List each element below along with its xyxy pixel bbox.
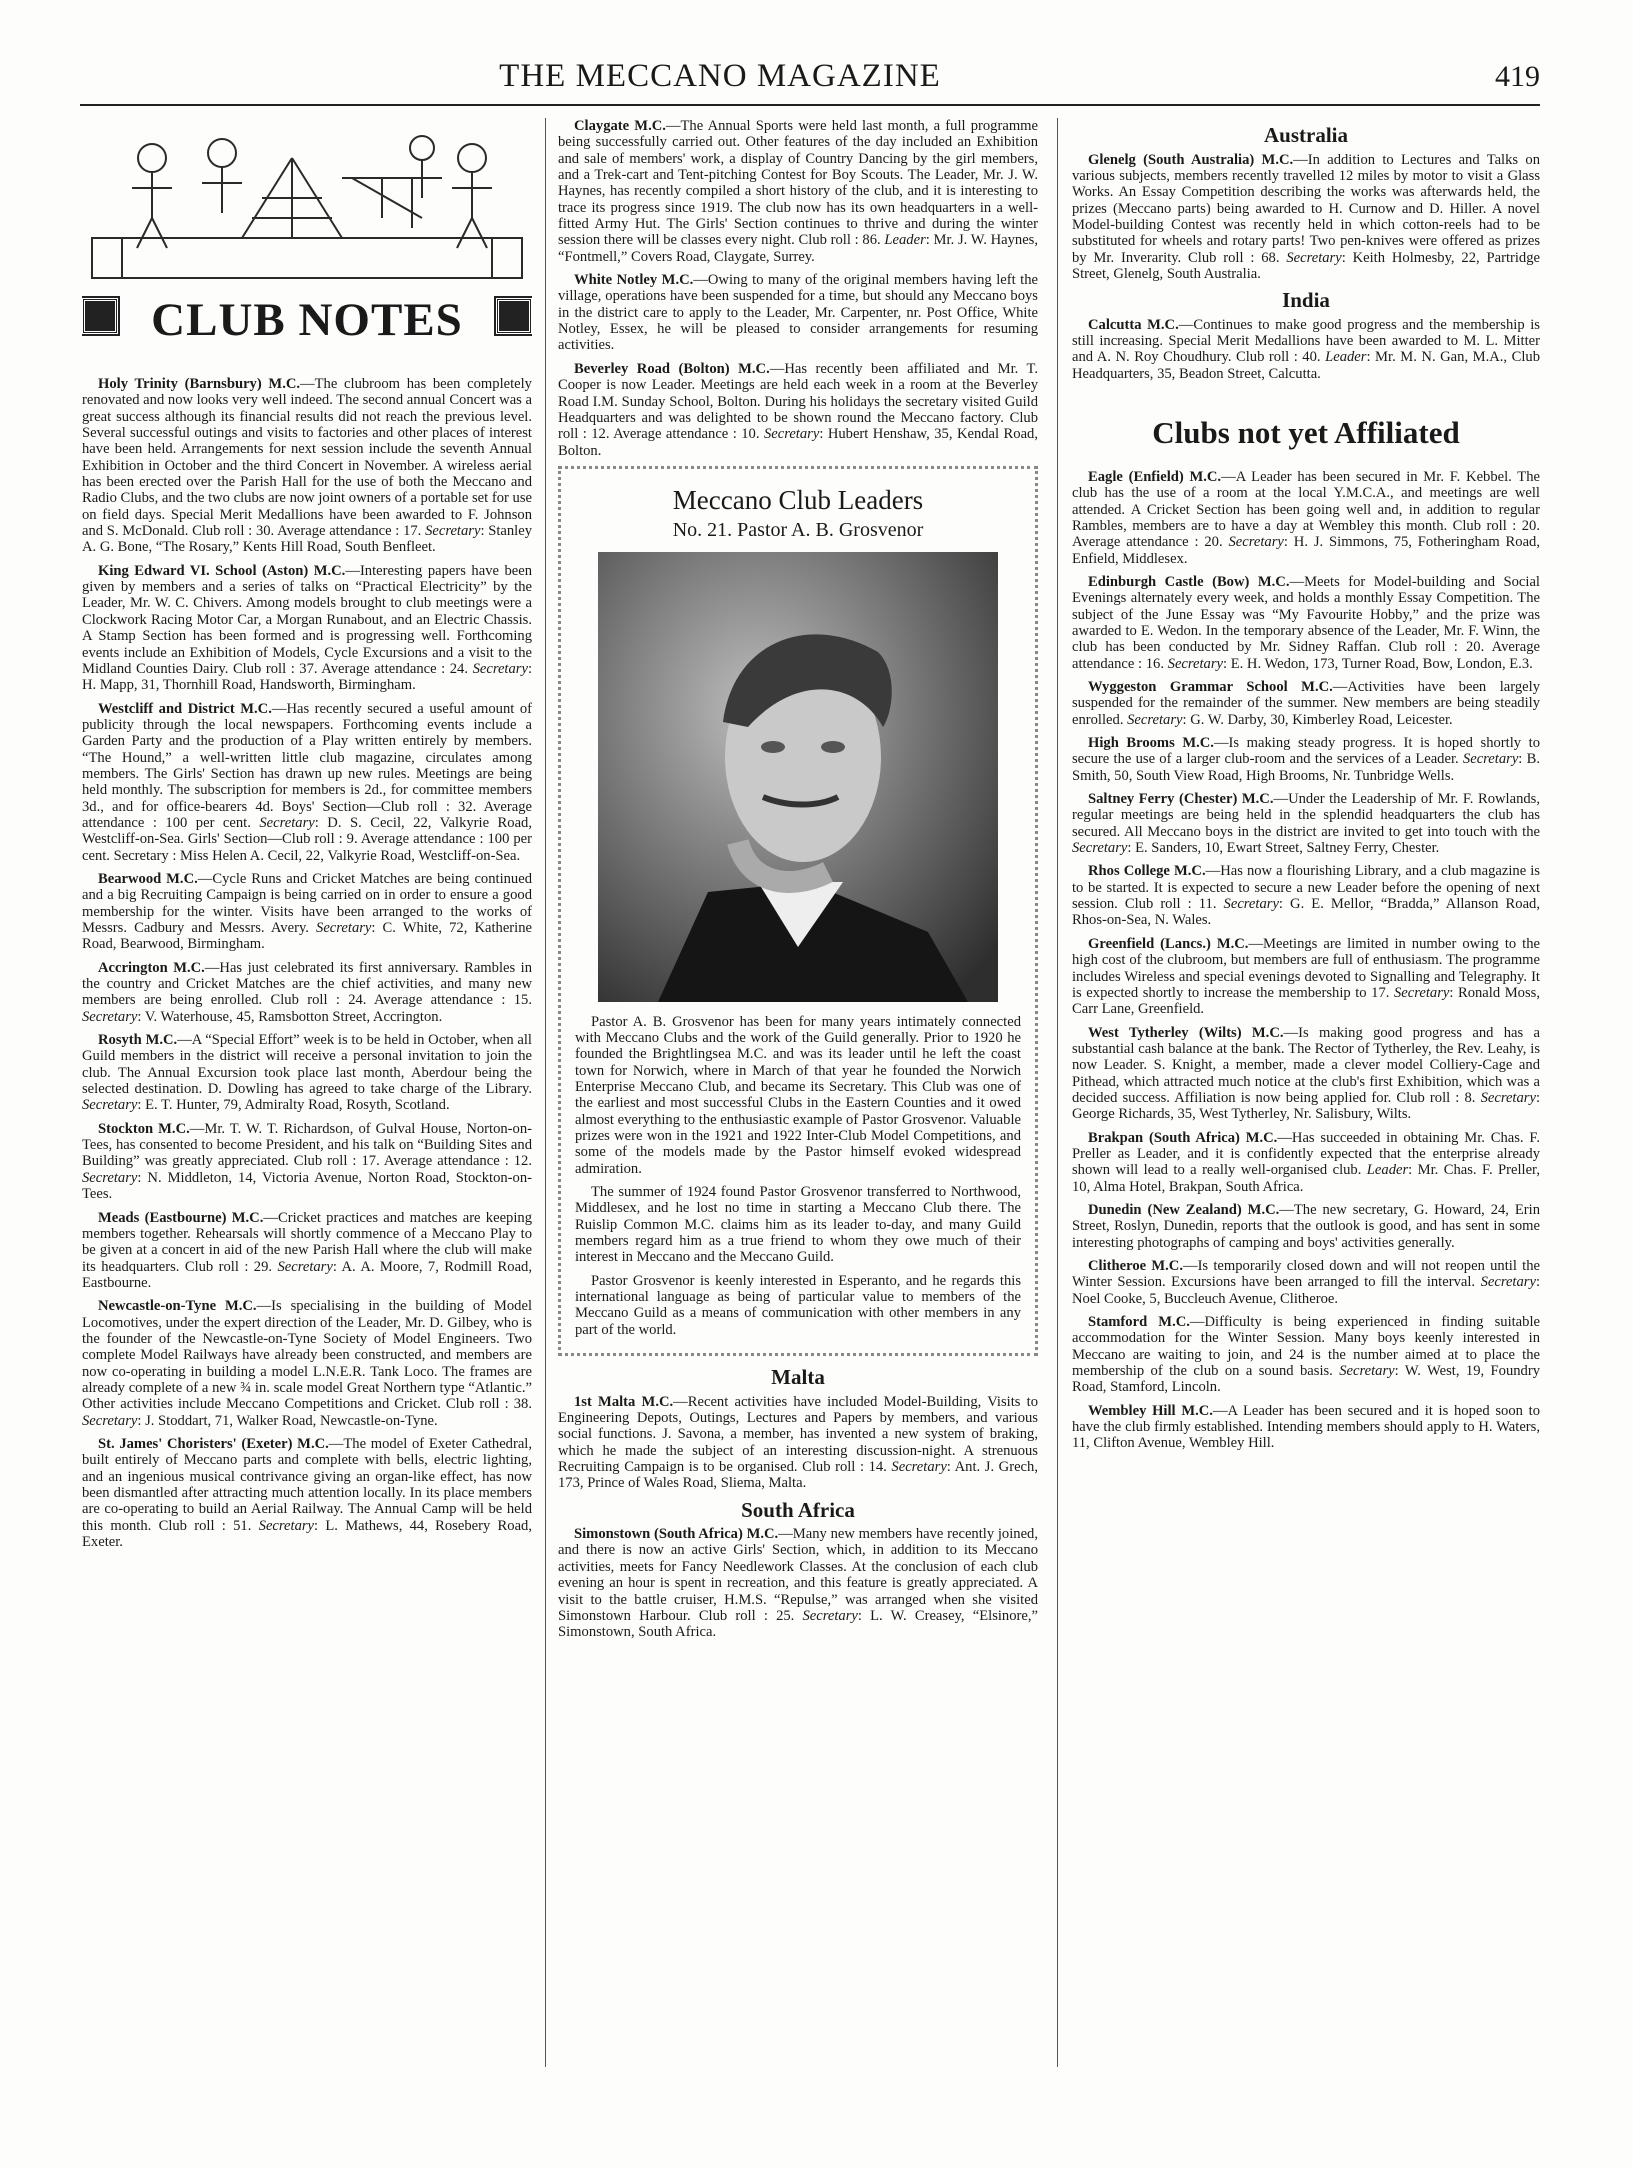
club-name: Bearwood M.C. bbox=[98, 870, 198, 887]
club-note-entry bbox=[1072, 1025, 1540, 1123]
club-note-text: —Is making good progress and has a substantial cash balance at the bank. The Rector of Tytherley, the Rev. Leahy, is now Leader. S. Knight, a member, made a clever model Colliery-Cage and Pithead, which attracted much notice at the club's first Exhibition, which was a decided success. Affiliation is now being applied for. Club roll : 8. bbox=[1072, 1024, 1540, 1106]
club-note-text: —In addition to Lectures and Talks on various subjects, members recently travelled 12 miles by motor to visit a Glass Works. An Essay Competition describing the works was afterwards held, the prizes (Meccano parts) being awarded to H. Curnow and D. Hiller. A novel Model-building Contest was recently held in which cotton-reels had to be substituted for wheels and rotary parts! Two pen-knives were offered as prizes by Mr. Inverarity. Club roll : 68. bbox=[1072, 151, 1540, 266]
club-note-text: —Cycle Runs and Cricket Matches are being continued and a big Recruiting Campaign is being carried on in order to ensure a good membership for the winter. Visits have been arranged to the works of Messrs. Cadbury and Messrs. Avery. bbox=[82, 870, 532, 936]
section-heading-south-africa: South Africa bbox=[741, 1497, 855, 1522]
contact-address: : Noel Cooke, 5, Buccleuch Avenue, Clitheroe. bbox=[1072, 1274, 1540, 1307]
contact-address: : E. Sanders, 10, Ewart Street, Saltney Ferry, Chester. bbox=[1127, 840, 1440, 857]
club-note-entry bbox=[1072, 735, 1540, 784]
contact-address: : L. W. Creasey, “Elsinore,” Simonstown, South Africa. bbox=[558, 1607, 1038, 1641]
club-note-entry bbox=[1072, 679, 1540, 728]
club-name: Beverley Road (Bolton) M.C. bbox=[574, 360, 770, 377]
club-note-entry bbox=[558, 118, 1038, 265]
contact-address: : Ant. J. Grech, 173, Prince of Wales Road, Sliema, Malta. bbox=[558, 1458, 1038, 1492]
club-name: West Tytherley (Wilts) M.C. bbox=[1088, 1024, 1284, 1041]
club-note-text: —The model of Exeter Cathedral, built entirely of Meccano parts and complete with bells, electric lighting, and an ingenious musical contrivance giving an organ-like effect, has now been dismantled after attracting much attention locally. In its place members are co-operating to build an Aerial Railway. The Annual Camp will be held this month. Club roll : 51. bbox=[82, 1435, 532, 1534]
column-right bbox=[1072, 118, 1540, 2107]
club-name: St. James' Choristers' (Exeter) M.C. bbox=[98, 1435, 329, 1452]
club-name: High Brooms M.C. bbox=[1088, 735, 1214, 752]
club-note-text: —Has succeeded in obtaining Mr. Chas. F. Preller as Leader, and it is confidently expected that the enterprise already shown will lead to a really well-organised club. bbox=[1072, 1129, 1540, 1179]
contact-label: Secretary bbox=[1072, 840, 1128, 857]
club-name: Clitheroe M.C. bbox=[1088, 1258, 1183, 1274]
section-heading-not-affiliated: Clubs not yet Affiliated bbox=[1152, 415, 1460, 451]
club-note-entry bbox=[1072, 1202, 1540, 1251]
contact-address: : H. J. Simmons, 75, Fotheringham Road, Enfield, Middlesex. bbox=[1072, 534, 1540, 567]
club-note-text: —Continues to make good progress and the membership is still increasing. Special Merit Medallions have been awarded to M. L. Mitter and A. N. Roy Choudhury. Club roll : 40. bbox=[1072, 316, 1540, 366]
contact-label: Secretary bbox=[1127, 711, 1183, 728]
club-note-entry bbox=[82, 376, 532, 556]
page-header bbox=[80, 58, 1540, 102]
contact-address: : E. T. Hunter, 79, Admiralty Road, Rosyth, Scotland. bbox=[137, 1097, 450, 1114]
club-name: Rosyth M.C. bbox=[98, 1032, 178, 1049]
club-note-text: —A “Special Effort” week is to be held in October, when all Guild members in the district will receive a personal invitation to join the club. The Annual Excursion took place last month, Aberdour being the selected destination. D. Dowling has agreed to take charge of the Library. bbox=[82, 1032, 532, 1098]
contact-label: Secretary bbox=[258, 1517, 315, 1534]
club-note-entry bbox=[82, 701, 532, 864]
contact-label: Secretary bbox=[1223, 896, 1279, 913]
contact-label: Secretary bbox=[1286, 249, 1342, 266]
south-africa-list bbox=[558, 1526, 1038, 1640]
club-note-text: —Difficulty is being experienced in finding suitable accommodation for the Winter Session. Many boys keenly interested in Meccano are waiting to join, and 24 is the number aimed at to place the membership of the club on a sound basis. bbox=[1072, 1314, 1540, 1380]
contact-label: Secretary bbox=[1462, 751, 1519, 768]
club-note-entry bbox=[558, 361, 1038, 459]
club-name: Greenfield (Lancs.) M.C. bbox=[1088, 935, 1249, 952]
contact-address: : D. S. Cecil, 22, Valkyrie Road, Westcliff-on-Sea. Girls' Section—Club roll : 9. Average attendance : 100 per cent. Secretary : Miss Helen A. Cecil, 22, Valkyrie Road, Westcliff-on-Sea. bbox=[82, 814, 532, 864]
club-note-text: —Meets for Model-building and Social Evenings alternately every week, and holds a monthly Essay Competition. The subject of the June Essay was “My Favourite Hobby,” and the prize was awarded to E. Wedon. In the temporary absence of the Leader, Mr. F. Winn, the club has been conducted by Mr. Sidney Raffan. Club roll : 20. Average attendance : 16. bbox=[1072, 573, 1540, 672]
club-note-entry bbox=[558, 1394, 1038, 1492]
club-name: Glenelg (South Australia) M.C. bbox=[1088, 151, 1294, 168]
india-list bbox=[1072, 317, 1540, 382]
contact-label: Secretary bbox=[82, 1008, 138, 1025]
club-note-entry bbox=[1072, 936, 1540, 1018]
club-note-text: —Has just celebrated its first anniversary. Rambles in the country and Cricket Matches are the chief activities, and many new members are being enrolled. Club roll : 24. Average attendance : 15. bbox=[82, 959, 532, 1009]
contact-address: : H. Mapp, 31, Thornhill Road, Handsworth, Birmingham. bbox=[82, 660, 532, 694]
contact-label: Secretary bbox=[82, 1169, 138, 1186]
club-name: Dunedin (New Zealand) M.C. bbox=[1088, 1201, 1280, 1218]
club-note-text: —Has recently been affiliated and Mr. T. Cooper is now Leader. Meetings are held each week in a room at the Beverley Road I.M. Sunday School, Bolton. During his holidays the secretary visited Guild Headquarters and was delighted to be shown round the Meccano factory. Club roll : 12. Average attendance : 10. bbox=[558, 360, 1038, 443]
club-name: Calcutta M.C. bbox=[1088, 316, 1179, 333]
contact-label: Leader bbox=[1366, 1162, 1409, 1179]
club-note-text: —Under the Leadership of Mr. F. Rowlands, regular meetings are being held in the splendid headquarters the club has secured. All Meccano boys in the district are invited to get into touch with the bbox=[1072, 791, 1540, 840]
club-note-text: —A Leader has been secured in Mr. F. Kebbel. The club has the use of a room at the local Y.M.C.A., and meetings are well attended. A Cricket Section has been going well and, in addition to regular Rambles, members are to have a day at Wembley this month. Club roll : 20. Average attendance : 20. bbox=[1072, 468, 1540, 551]
club-name: Claygate M.C. bbox=[574, 118, 666, 134]
section-heading-india: India bbox=[1282, 288, 1330, 313]
club-name: Eagle (Enfield) M.C. bbox=[1088, 468, 1222, 485]
portrait-photo bbox=[598, 552, 998, 1002]
contact-label: Leader bbox=[1325, 349, 1367, 366]
contact-address: : Mr. M. N. Gan, M.A., Club Headquarters, 35, Beadon Street, Calcutta. bbox=[1072, 349, 1540, 382]
leaders-subtitle: No. 21. Pastor A. B. Grosvenor bbox=[672, 519, 924, 542]
club-note-text: —The clubroom has been completely renovated and now looks very well indeed. The second annual Concert was a great success although its financial results did not reach the previous level. Several successful outings and visits to factories and other places of interest have been held. Arrangements for next session include the seventh Annual Exhibition in October and the third Concert in November. A wireless aerial has been erected over the Parish Hall for the use of both the Meccano and Radio Clubs, and the two clubs are now joint owners of a portable set for use on field days. Special Merit Medallions have been awarded to F. Johnson and S. McDonald. Club roll : 30. Average attendance : 17. bbox=[82, 376, 532, 540]
contact-address: : W. West, 19, Foundry Road, Stamford, Lincoln. bbox=[1072, 1363, 1540, 1396]
section-heading-australia: Australia bbox=[1264, 123, 1348, 147]
club-name: Wyggeston Grammar School M.C. bbox=[1088, 679, 1333, 695]
club-note-text: —Owing to many of the original members having left the village, operations have been suspended for a time, but should any Meccano boys in the district care to apply to the Leader, Mr. Carpenter, nr. Post Office, White Notley, Essex, he will be pleased to consider arrangements for resuming activities. bbox=[558, 272, 1038, 354]
contact-address: : Ronald Moss, Carr Lane, Greenfield. bbox=[1072, 984, 1540, 1018]
club-note-entry bbox=[82, 1298, 532, 1429]
contact-address: : J. Stoddart, 71, Walker Road, Newcastle-on-Tyne. bbox=[137, 1412, 438, 1429]
contact-address: : G. W. Darby, 30, Kimberley Road, Leicester. bbox=[1182, 711, 1453, 728]
contact-label: Secretary bbox=[1480, 1274, 1536, 1291]
contact-address: : G. E. Mellor, “Bradda,” Allanson Road, Rhos-on-Sea, N. Wales. bbox=[1072, 896, 1540, 929]
contact-label: Secretary bbox=[763, 426, 820, 443]
club-note-entry bbox=[1072, 1314, 1540, 1396]
club-name: Rhos College M.C. bbox=[1088, 863, 1206, 880]
club-note-entry bbox=[1072, 863, 1540, 928]
club-name: Holy Trinity (Barnsbury) M.C. bbox=[98, 376, 301, 392]
australia-list bbox=[1072, 152, 1540, 283]
contact-address: : N. Middleton, 14, Victoria Avenue, Norton Road, Stockton-on-Tees. bbox=[82, 1169, 532, 1203]
club-note-text: —Meetings are limited in number owing to the high cost of the clubroom, but members are full of enthusiasm. The programme includes Wireless and special evenings devoted to Signalling and Telegraphy. It is expected shortly to increase the membership to 17. bbox=[1072, 935, 1540, 1001]
boys-building-illustration bbox=[82, 118, 532, 298]
club-note-entry bbox=[82, 1436, 532, 1550]
club-note-text: —The Annual Sports were held last month, a full programme being successfully carried out. Other features of the day included an Exhibition and sale of members' work, a display of Country Dancing by the girl members, and a Trek-cart and Tent-pitching Contest for Boy Scouts. The Leader, Mr. J. W. Haynes, has recently compiled a short history of the club, and it is interesting to trace its progress since 1919. The club now has its own headquarters in a well-fitted Army Hut. The Girls' Section continues to thrive and during the winter session there will be classes every night. Club roll : 86. bbox=[558, 118, 1038, 249]
contact-label: Secretary bbox=[472, 660, 528, 677]
leaders-article bbox=[575, 1014, 1021, 1339]
club-name: Brakpan (South Africa) M.C. bbox=[1088, 1129, 1278, 1146]
contact-address: : A. A. Moore, 7, Rodmill Road, Eastbourne. bbox=[82, 1258, 532, 1291]
club-name: Newcastle-on-Tyne M.C. bbox=[98, 1298, 257, 1315]
club-notes-banner bbox=[82, 118, 532, 368]
contact-label: Secretary bbox=[891, 1458, 947, 1475]
contact-address: : Mr. J. W. Haynes, “Fontmell,” Covers Road, Claygate, Surrey. bbox=[558, 232, 1038, 265]
club-note-entry bbox=[82, 871, 532, 953]
leaders-paragraph: Pastor Grosvenor is keenly interested in Esperanto, and he regards this international language as being of particular value to members of the Meccano Guild as a means of communication with other members in any part of the world. bbox=[575, 1272, 1021, 1338]
column-divider bbox=[1057, 118, 1058, 2067]
club-note-entry bbox=[1072, 1130, 1540, 1195]
club-note-text: —Cricket practices and matches are keeping members together. Rehearsals will shortly commence of a Meccano Play to be given at a concert in aid of the new Parish Hall where the club will make its headquarters. Club roll : 29. bbox=[82, 1209, 532, 1275]
club-note-entry bbox=[82, 1210, 532, 1292]
club-note-text: —A Leader has been secured and it is hoped soon to have the club firmly established. Intending members should apply to H. Waters, 11, Clifton Avenue, Wembley Hill. bbox=[1072, 1402, 1540, 1452]
club-note-text: —Interesting papers have been given by members and a series of talks on “Practical Electricity” by the Leader, Mr. W. C. Chivers. Among models brought to club meetings were a Clockwork Racing Motor Car, a Morgan Runabout, and an Electric Chassis. A Stamp Section has been formed and is progressing well. Forthcoming events include an Exhibition of Models, Cycle Excursions and a visit to the Midland Counties Dairy. Club roll : 37. Average attendance : 24. bbox=[82, 562, 532, 677]
contact-label: Secretary bbox=[425, 523, 481, 540]
contact-label: Secretary bbox=[1339, 1363, 1395, 1380]
contact-address: : Keith Holmesby, 22, Partridge Street, Glenelg, South Australia. bbox=[1072, 249, 1540, 282]
club-note-entry bbox=[1072, 1403, 1540, 1452]
leaders-paragraph: The summer of 1924 found Pastor Grosvenor transferred to Northwood, Middlesex, and he lost no time in starting a Meccano Club there. The Ruislip Common M.C. claims him as its leader to-day, and many Guild members regard him as a true friend to whom they owe much of their interest in Meccano and the Meccano Guild. bbox=[575, 1183, 1021, 1266]
header-rule bbox=[80, 104, 1540, 106]
contact-label: Secretary bbox=[277, 1258, 333, 1275]
club-note-entry bbox=[82, 563, 532, 694]
club-name: Edinburgh Castle (Bow) M.C. bbox=[1088, 573, 1290, 590]
club-name: Simonstown (South Africa) M.C. bbox=[574, 1526, 779, 1543]
club-note-text: —The new secretary, G. Howard, 24, Erin Street, Roslyn, Dunedin, reports that the outlook is good, and has sent in some interesting photographs of camping and boys' activities generally. bbox=[1072, 1201, 1540, 1251]
contact-label: Secretary bbox=[802, 1607, 858, 1624]
not-affiliated-list bbox=[1072, 469, 1540, 1452]
club-notes-list bbox=[558, 118, 1038, 459]
contact-address: : Stanley A. G. Bone, “The Rosary,” Kents Hill Road, South Benfleet. bbox=[82, 523, 532, 556]
club-note-entry bbox=[558, 272, 1038, 354]
contact-label: Secretary bbox=[82, 1097, 138, 1114]
club-name: White Notley M.C. bbox=[574, 272, 694, 289]
club-note-text: —Many new members have recently joined, and there is now an active Girls' Section, which, in addition to its Meccano activities, meets for Fancy Needlework Classes. At the conclusion of each club evening an hour is spent in recreation, and this feature is greatly appreciated. A visit to the battle cruiser, H.M.S. “Repulse,” was arranged when she visited Simonstown Harbour. Club roll : 25. bbox=[558, 1526, 1038, 1624]
club-note-text: —Activities have been largely suspended for the remainder of the summer. New members are being steadily enrolled. bbox=[1072, 679, 1540, 728]
magazine-title: THE MECCANO MAGAZINE bbox=[499, 58, 941, 94]
club-note-entry bbox=[82, 1121, 532, 1203]
contact-address: : L. Mathews, 44, Rosebery Road, Exeter. bbox=[82, 1517, 532, 1551]
contact-label: Secretary bbox=[1393, 984, 1450, 1001]
contact-label: Leader bbox=[884, 232, 926, 249]
contact-label: Secretary bbox=[1480, 1089, 1536, 1106]
section-heading-malta: Malta bbox=[771, 1365, 825, 1390]
club-notes-list bbox=[82, 376, 532, 1550]
contact-address: : E. H. Wedon, 173, Turner Road, Bow, London, E.3. bbox=[1223, 655, 1533, 672]
club-note-entry bbox=[1072, 1258, 1540, 1307]
leaders-paragraph: Pastor A. B. Grosvenor has been for many years intimately connected with Meccano Clubs and the work of the Guild generally. Prior to 1920 he founded the Brightlingsea M.C. and was its leader until he left the coast town for Norwich, where in March of that year he founded the Norwich Enterprise Meccano Club, and became its Secretary. This Club was one of the earliest and most successful Clubs in the Eastern Counties and it owed almost everything to the enthusiastic example of Pastor Grosvenor. Valuable prizes were won in the 1921 and 1922 Inter-Club Model Competitions, and some of the models made by the Pastor himself evoked widespread admiration. bbox=[575, 1013, 1021, 1177]
club-note-entry bbox=[82, 960, 532, 1025]
club-name: Meads (Eastbourne) M.C. bbox=[98, 1209, 264, 1226]
club-name: Stamford M.C. bbox=[1088, 1314, 1190, 1331]
contact-label: Secretary bbox=[316, 920, 372, 936]
contact-address: : C. White, 72, Katherine Road, Bearwood, Birmingham. bbox=[82, 920, 532, 953]
club-note-text: —Has recently secured a useful amount of publicity through the local newspapers. Forthcoming events include a Garden Party and the production of a Play written entirely by members. “The Hound,” a well-written little club magazine, circulates among members. The Girls' Section has drawn up new rules. Meetings are being held monthly. The subscription for members is 2d., for committee members 3d., and for office-bearers 4d. Boys' Section—Club roll : 32. Average attendance : 100 per cent. bbox=[82, 700, 532, 831]
contact-address: : B. Smith, 50, South View Road, High Brooms, Nr. Tunbridge Wells. bbox=[1072, 751, 1540, 784]
contact-label: Secretary bbox=[1228, 534, 1284, 551]
club-note-text: —Mr. T. W. T. Richardson, of Gulval House, Norton-on-Tees, has consented to become President, and his talk on “Building Sites and Building” was greatly appreciated. Club roll : 17. Average attendance : 12. bbox=[82, 1120, 532, 1170]
contact-label: Secretary bbox=[1167, 655, 1224, 672]
club-note-entry bbox=[1072, 574, 1540, 672]
column-divider bbox=[545, 118, 546, 2067]
club-note-entry bbox=[1072, 317, 1540, 382]
column-left bbox=[82, 118, 532, 2107]
club-note-text: —Is temporarily closed down and will not reopen until the Winter Session. Excursions have been arranged to fill the interval. bbox=[1072, 1258, 1540, 1291]
club-name: 1st Malta M.C. bbox=[574, 1393, 674, 1410]
club-note-text: —Recent activities have included Model-Building, Visits to Engineering Depots, Outings, Lectures and Papers by members, and various social functions. J. Savona, a member, has invented a new system of braking, which he made the subject of an interesting discussion-night. A strenuous Recruiting Campaign is to be organised. Club roll : 14. bbox=[558, 1393, 1038, 1475]
club-note-text: —Has now a flourishing Library, and a club magazine is to be started. It is expected to secure a new Leader before the opening of next session. Club roll : 11. bbox=[1072, 863, 1540, 913]
club-name: Westcliff and District M.C. bbox=[98, 700, 272, 717]
leaders-title: Meccano Club Leaders bbox=[672, 484, 924, 515]
page-number: 419 bbox=[1495, 60, 1540, 93]
column-middle bbox=[558, 118, 1038, 2107]
club-note-text: —Is specialising in the building of Model Locomotives, under the expert direction of the Leader, Mr. D. Gilbey, who is the founder of the Newcastle-on-Tyne Society of Model Engineers. Two complete Model Railways have already been constructed, and members are now co-operating in building a model L.N.E.R. Tank Loco. The frames are already complete of a new ¾ in. scale model Great Northern type “Atlantic.” Other activities include Meccano Competitions and Cricket. Club roll : 38. bbox=[82, 1298, 532, 1413]
club-note-entry bbox=[82, 1032, 532, 1114]
club-notes-title: CLUB NOTES bbox=[151, 294, 463, 346]
club-name: Wembley Hill M.C. bbox=[1088, 1402, 1213, 1419]
club-name: Accrington M.C. bbox=[98, 959, 205, 976]
club-leaders-feature bbox=[558, 466, 1038, 1356]
contact-address: : V. Waterhouse, 45, Ramsbotton Street, Accrington. bbox=[137, 1008, 443, 1025]
contact-label: Secretary bbox=[259, 814, 315, 831]
contact-address: : Hubert Henshaw, 35, Kendal Road, Bolton. bbox=[558, 426, 1038, 459]
club-name: Stockton M.C. bbox=[98, 1120, 190, 1137]
club-note-entry bbox=[1072, 152, 1540, 283]
club-note-text: —Is making steady progress. It is hoped shortly to secure the use of a larger club-room and the services of a Leader. bbox=[1072, 735, 1540, 768]
club-note-entry bbox=[1072, 791, 1540, 856]
club-name: King Edward VI. School (Aston) M.C. bbox=[98, 562, 346, 579]
contact-label: Secretary bbox=[82, 1412, 138, 1429]
club-note-entry bbox=[1072, 469, 1540, 567]
contact-address: : George Richards, 35, West Tytherley, Nr. Salisbury, Wilts. bbox=[1072, 1089, 1540, 1123]
contact-address: : Mr. Chas. F. Preller, 10, Alma Hotel, Brakpan, South Africa. bbox=[1072, 1162, 1540, 1195]
malta-list bbox=[558, 1394, 1038, 1492]
club-note-entry bbox=[558, 1526, 1038, 1640]
club-name: Saltney Ferry (Chester) M.C. bbox=[1088, 791, 1274, 808]
